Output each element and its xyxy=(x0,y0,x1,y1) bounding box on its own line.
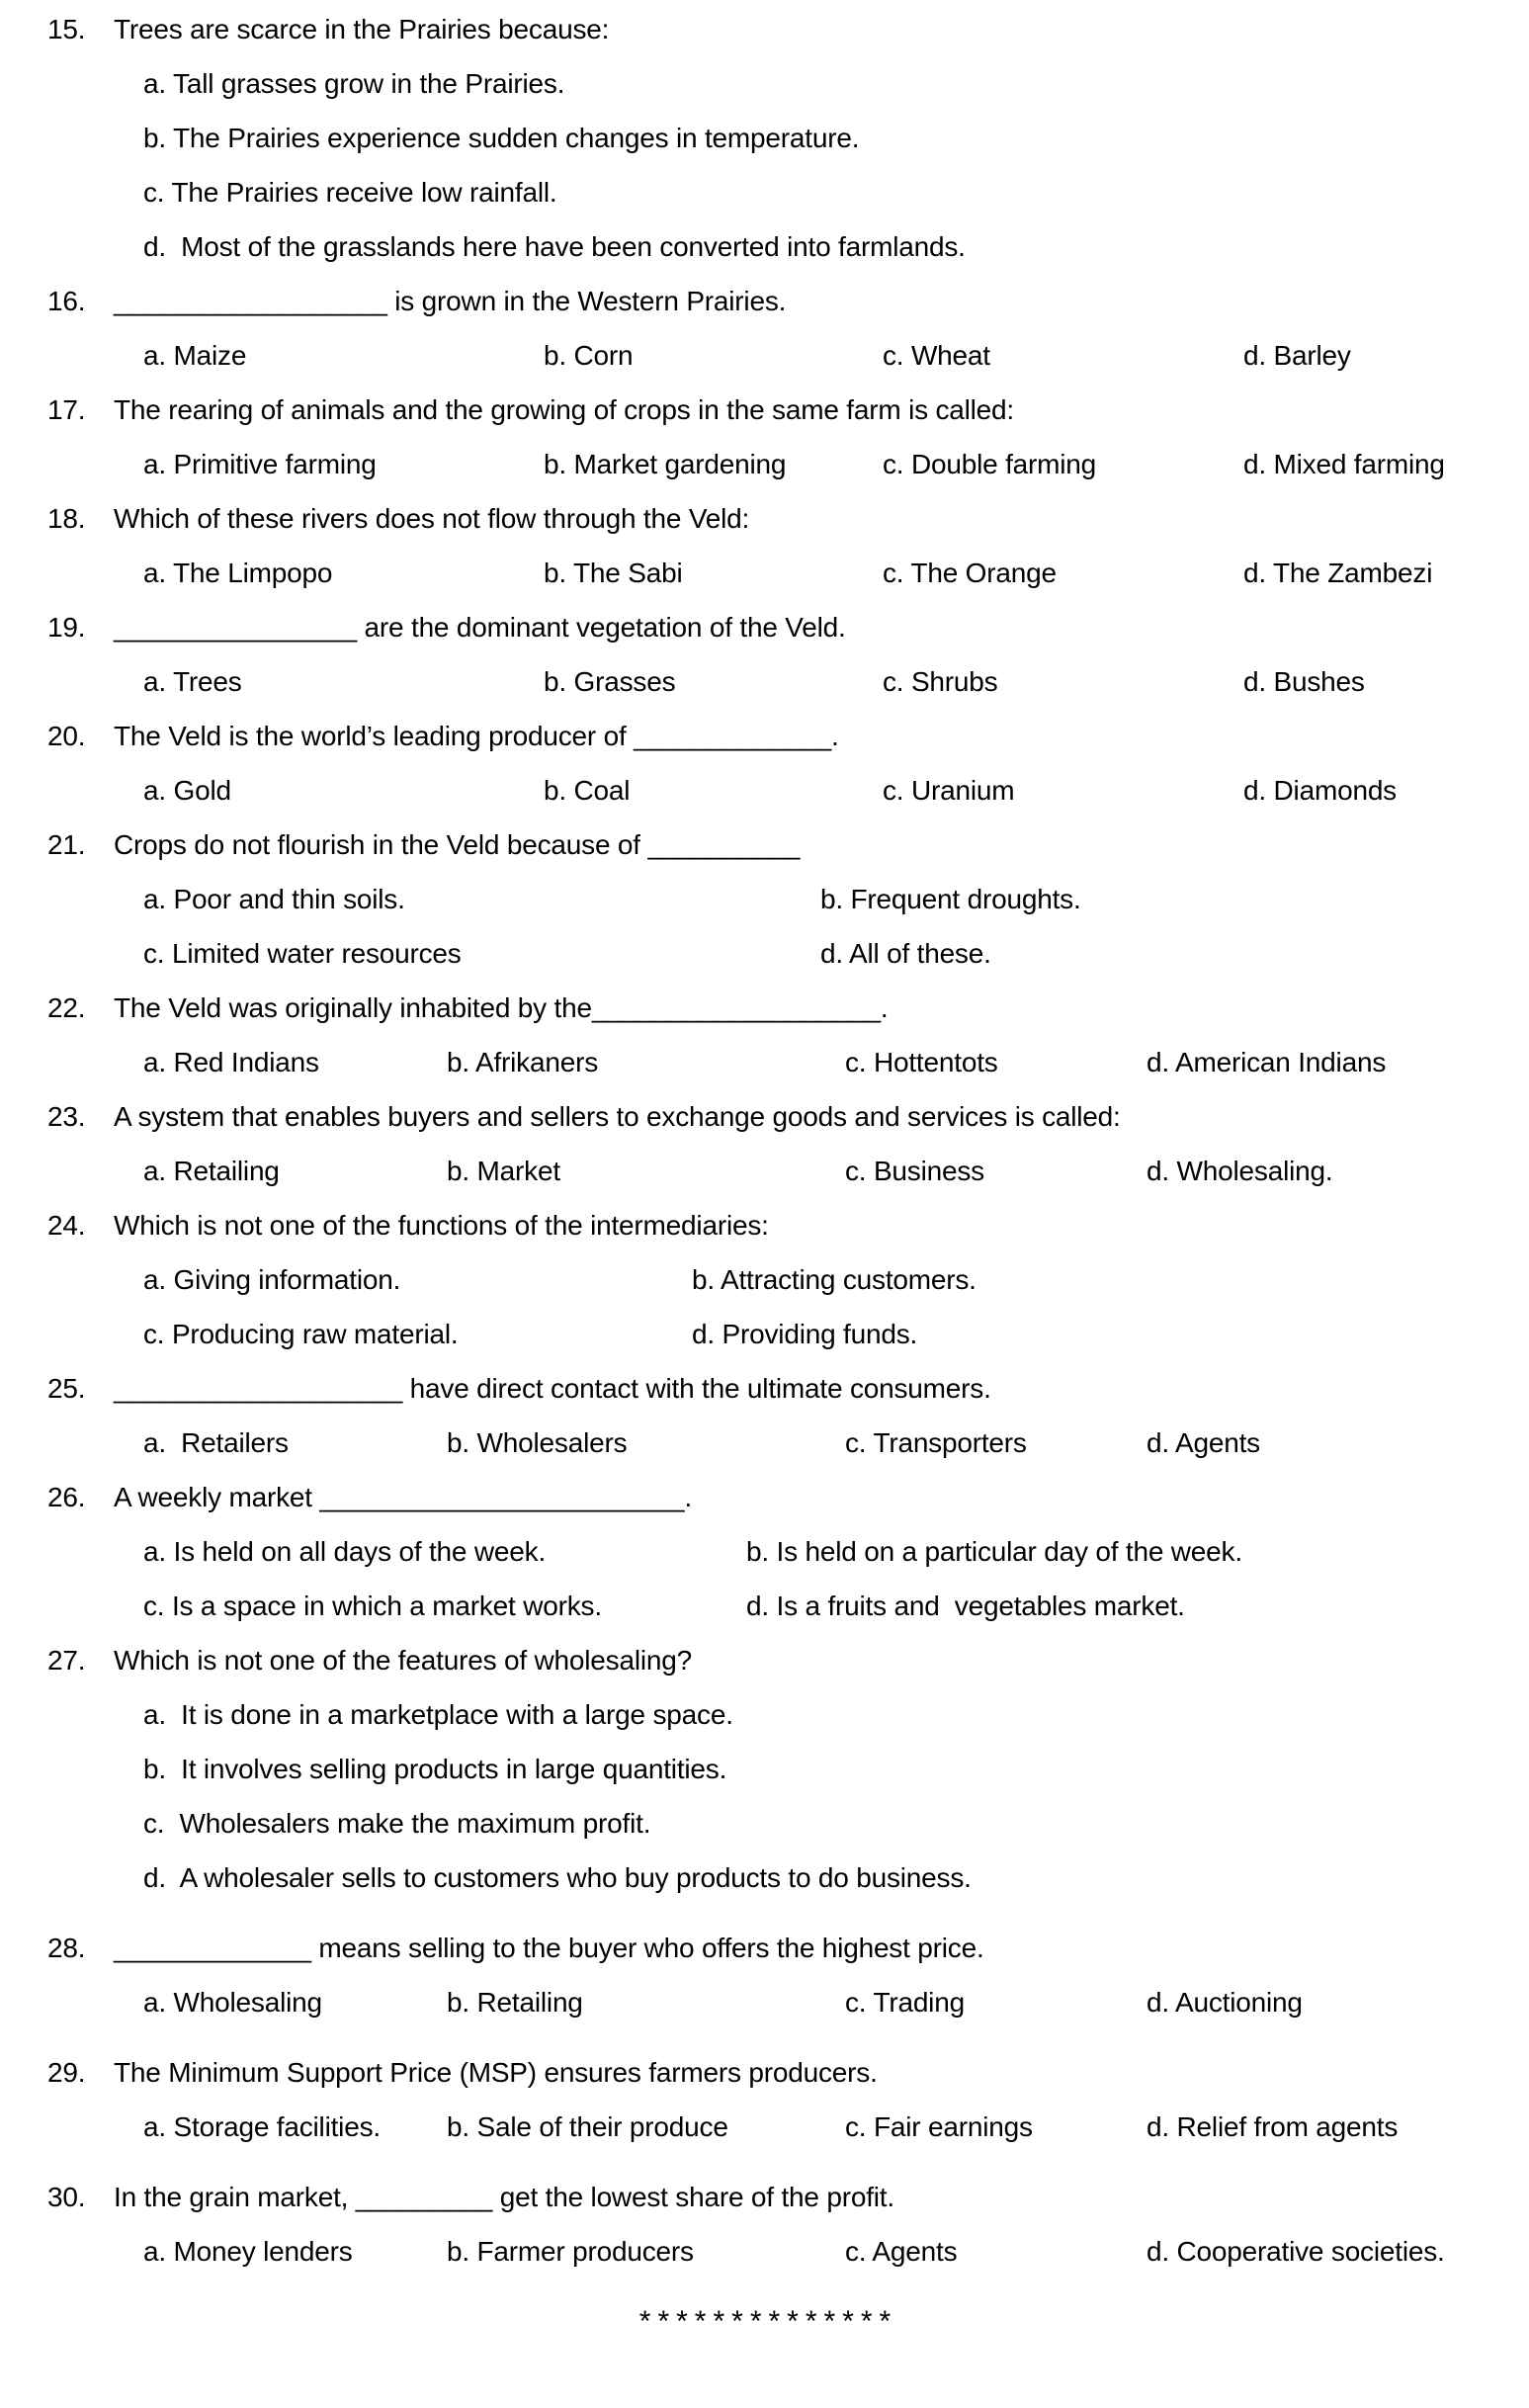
question-line xyxy=(47,1470,1489,1524)
options xyxy=(143,546,1489,600)
question-number: 22. xyxy=(47,991,86,1023)
question-text: The Veld was originally inhabited by the___________________. xyxy=(114,991,889,1023)
option-a: a. Is held on all days of the week. xyxy=(143,1535,547,1567)
option-c: c. Wheat xyxy=(883,339,990,371)
option-b: b. Attracting customers. xyxy=(692,1263,977,1295)
option-b: b. It involves selling products in large quantities. xyxy=(143,1753,727,1784)
option-d: d. Most of the grasslands here have been converted into farmlands. xyxy=(143,230,966,262)
question-line xyxy=(47,817,1489,872)
question-20 xyxy=(47,709,1489,817)
option-c: c. Trading xyxy=(845,1986,965,2018)
question-line xyxy=(47,1633,1489,1687)
question-24 xyxy=(47,1198,1489,1361)
option-c: c. Shrubs xyxy=(883,665,998,697)
option-c: c. Transporters xyxy=(845,1426,1027,1458)
option-d: d. Relief from agents xyxy=(1147,2110,1399,2142)
question-text: _____________ means selling to the buyer who offers the highest price. xyxy=(114,1932,984,1963)
options xyxy=(143,763,1489,817)
option-a: a. Poor and thin soils. xyxy=(143,883,405,914)
option-a: a. Primitive farming xyxy=(143,448,377,479)
options xyxy=(143,1975,1489,2029)
option-b: b. Wholesalers xyxy=(447,1426,628,1458)
question-text: The Minimum Support Price (MSP) ensures farmers producers. xyxy=(114,2056,878,2088)
question-22 xyxy=(47,981,1489,1089)
question-text: The Veld is the world’s leading producer of _____________. xyxy=(114,720,839,751)
question-text: In the grain market, _________ get the lowest share of the profit. xyxy=(114,2181,894,2212)
option-a: a. Maize xyxy=(143,339,247,371)
question-number: 19. xyxy=(47,611,86,643)
option-b: b. Afrikaners xyxy=(447,1046,599,1077)
footer-separator: ************** xyxy=(638,2305,898,2338)
option-d: d. American Indians xyxy=(1147,1046,1387,1077)
question-28 xyxy=(47,1921,1489,2029)
options xyxy=(143,1144,1489,1198)
question-26 xyxy=(47,1470,1489,1633)
options xyxy=(143,1687,1489,1905)
question-line xyxy=(47,981,1489,1035)
options xyxy=(143,1524,1489,1633)
option-a: a. Wholesaling xyxy=(143,1986,322,2018)
question-17 xyxy=(47,383,1489,491)
question-line xyxy=(47,1921,1489,1975)
question-text: Which is not one of the features of wholesaling? xyxy=(114,1644,692,1676)
option-d: d. Providing funds. xyxy=(692,1318,918,1349)
question-number: 20. xyxy=(47,720,86,751)
option-c: c. Uranium xyxy=(883,774,1015,806)
option-d: d. Cooperative societies. xyxy=(1147,2235,1445,2267)
option-b: b. The Sabi xyxy=(544,557,683,588)
option-c: c. The Orange xyxy=(883,557,1057,588)
question-line xyxy=(47,600,1489,654)
question-number: 17. xyxy=(47,393,86,425)
option-a: a. Retailers xyxy=(143,1426,289,1458)
option-c: c. Wholesalers make the maximum profit. xyxy=(143,1807,651,1839)
options xyxy=(143,1416,1489,1470)
option-c: c. Producing raw material. xyxy=(143,1318,459,1349)
option-b: b. Retailing xyxy=(447,1986,583,2018)
options xyxy=(143,2100,1489,2154)
options xyxy=(143,872,1489,981)
question-16 xyxy=(47,274,1489,383)
question-list xyxy=(47,2,1489,2279)
option-d: d. Barley xyxy=(1243,339,1351,371)
question-number: 16. xyxy=(47,285,86,316)
question-line xyxy=(47,491,1489,546)
option-a: a. The Limpopo xyxy=(143,557,333,588)
question-line xyxy=(47,2045,1489,2100)
options xyxy=(143,56,1489,274)
option-c: c. Limited water resources xyxy=(143,937,462,969)
option-a: a. Money lenders xyxy=(143,2235,353,2267)
question-number: 28. xyxy=(47,1932,86,1963)
option-d: d. Bushes xyxy=(1243,665,1365,697)
option-d: d. The Zambezi xyxy=(1243,557,1433,588)
question-text: Which is not one of the functions of the intermediaries: xyxy=(114,1209,769,1241)
options xyxy=(143,1252,1489,1361)
option-a: a. Trees xyxy=(143,665,242,697)
option-d: d. A wholesaler sells to customers who buy products to do business. xyxy=(143,1861,972,1893)
question-19 xyxy=(47,600,1489,709)
question-line xyxy=(47,1089,1489,1144)
question-number: 26. xyxy=(47,1481,86,1512)
question-text: A system that enables buyers and sellers to exchange goods and services is called: xyxy=(114,1100,1121,1132)
option-c: c. The Prairies receive low rainfall. xyxy=(143,176,557,208)
option-d: d. Diamonds xyxy=(1243,774,1397,806)
question-line xyxy=(47,1361,1489,1416)
question-text: __________________ is grown in the Western Prairies. xyxy=(114,285,787,316)
option-b: b. Grasses xyxy=(544,665,676,697)
question-21 xyxy=(47,817,1489,981)
options xyxy=(143,328,1489,383)
question-line xyxy=(47,2170,1489,2224)
option-d: d. Wholesaling. xyxy=(1147,1155,1333,1186)
question-text: ___________________ have direct contact with the ultimate consumers. xyxy=(114,1372,991,1404)
option-d: d. Agents xyxy=(1147,1426,1260,1458)
question-number: 27. xyxy=(47,1644,86,1676)
question-number: 29. xyxy=(47,2056,86,2088)
option-d: d. Is a fruits and vegetables market. xyxy=(746,1590,1185,1621)
question-number: 25. xyxy=(47,1372,86,1404)
question-15 xyxy=(47,2,1489,274)
options xyxy=(143,1035,1489,1089)
option-c: c. Hottentots xyxy=(845,1046,998,1077)
question-text: Which of these rivers does not flow through the Veld: xyxy=(114,502,750,534)
option-b: b. Corn xyxy=(544,339,634,371)
option-b: b. The Prairies experience sudden changes in temperature. xyxy=(143,122,860,153)
question-line xyxy=(47,2,1489,56)
question-line xyxy=(47,1198,1489,1252)
option-b: b. Is held on a particular day of the week. xyxy=(746,1535,1242,1567)
question-line xyxy=(47,383,1489,437)
option-d: d. All of these. xyxy=(820,937,991,969)
question-number: 15. xyxy=(47,13,86,44)
question-27 xyxy=(47,1633,1489,1905)
question-text: ________________ are the dominant vegetation of the Veld. xyxy=(114,611,846,643)
option-a: a. Tall grasses grow in the Prairies. xyxy=(143,67,565,99)
question-number: 21. xyxy=(47,828,86,860)
option-a: a. It is done in a marketplace with a large space. xyxy=(143,1698,733,1730)
option-c: c. Double farming xyxy=(883,448,1097,479)
question-23 xyxy=(47,1089,1489,1198)
option-c: c. Fair earnings xyxy=(845,2110,1033,2142)
option-d: d. Mixed farming xyxy=(1243,448,1445,479)
option-b: b. Coal xyxy=(544,774,631,806)
option-a: a. Storage facilities. xyxy=(143,2110,381,2142)
question-25 xyxy=(47,1361,1489,1470)
options xyxy=(143,654,1489,709)
question-number: 18. xyxy=(47,502,86,534)
options xyxy=(143,2224,1489,2279)
question-line xyxy=(47,274,1489,328)
question-text: The rearing of animals and the growing of crops in the same farm is called: xyxy=(114,393,1015,425)
option-a: a. Gold xyxy=(143,774,231,806)
option-a: a. Giving information. xyxy=(143,1263,401,1295)
option-b: b. Sale of their produce xyxy=(447,2110,728,2142)
question-number: 23. xyxy=(47,1100,86,1132)
question-text: Crops do not flourish in the Veld because of __________ xyxy=(114,828,801,860)
option-a: a. Retailing xyxy=(143,1155,280,1186)
options xyxy=(143,437,1489,491)
question-number: 24. xyxy=(47,1209,86,1241)
option-a: a. Red Indians xyxy=(143,1046,319,1077)
question-29 xyxy=(47,2045,1489,2154)
question-number: 30. xyxy=(47,2181,86,2212)
option-b: b. Market gardening xyxy=(544,448,787,479)
option-b: b. Farmer producers xyxy=(447,2235,694,2267)
option-b: b. Market xyxy=(447,1155,560,1186)
question-line xyxy=(47,709,1489,763)
option-b: b. Frequent droughts. xyxy=(820,883,1081,914)
option-c: c. Business xyxy=(845,1155,984,1186)
option-c: c. Agents xyxy=(845,2235,958,2267)
option-d: d. Auctioning xyxy=(1147,1986,1303,2018)
question-18 xyxy=(47,491,1489,600)
question-text: A weekly market ________________________. xyxy=(114,1481,692,1512)
option-c: c. Is a space in which a market works. xyxy=(143,1590,602,1621)
question-30 xyxy=(47,2170,1489,2279)
question-text: Trees are scarce in the Prairies because: xyxy=(114,13,610,44)
